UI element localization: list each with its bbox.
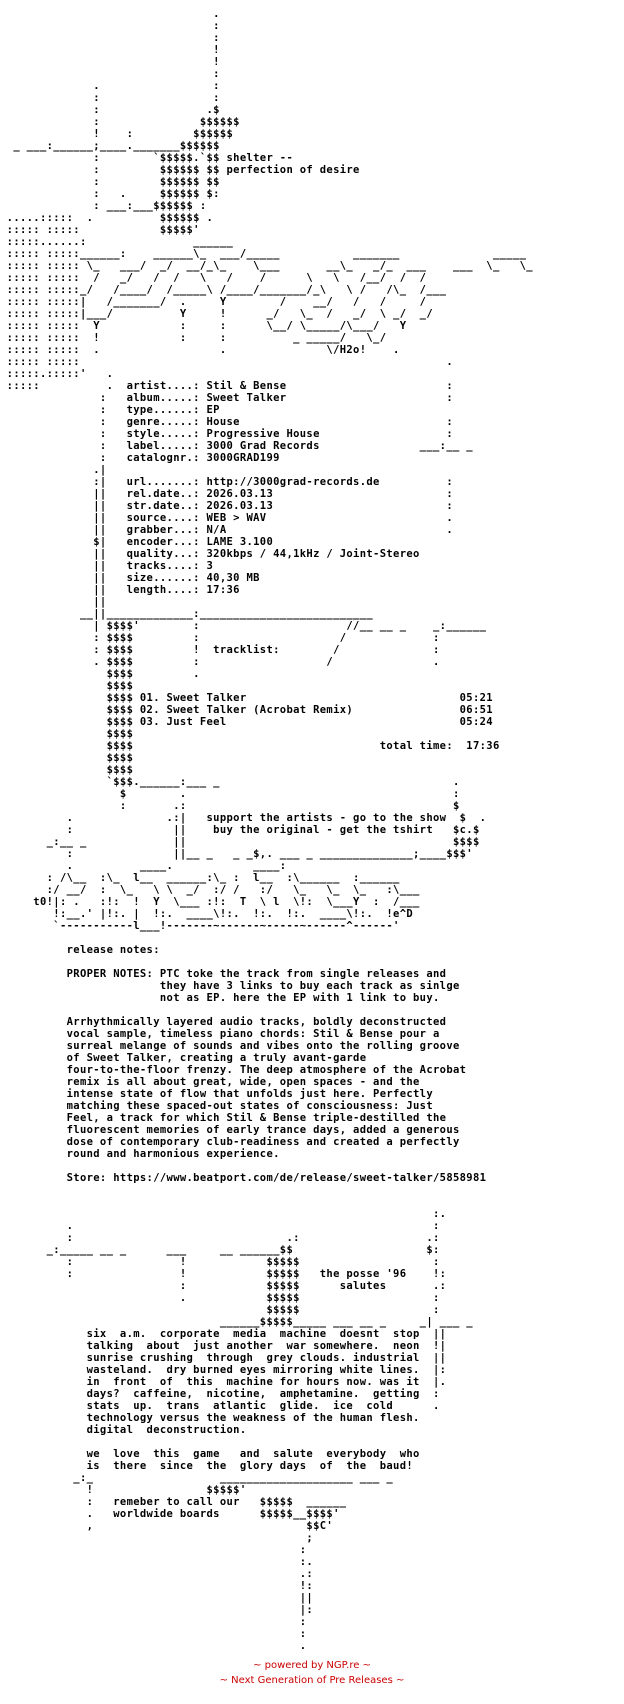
nfo-line: surreal melange of sounds and vibes onto the rolling groove [0,1040,460,1052]
nfo-line: is there since the glory days of the baud! [0,1460,414,1472]
footer [0,1658,624,1688]
nfo-line: wasteland. dry burned eyes mirroring white lines. |: [0,1364,447,1376]
nfo-line: : [0,32,220,44]
nfo-line: || length....: 17:36 [0,584,240,596]
nfo-line: .| [0,464,447,476]
nfo-line: : $$$$ : / : [0,632,440,644]
nfo-line: _ ___:______;____._______$$$$$$ [0,140,220,152]
nfo-line: : .: $ [0,800,460,812]
nfo-line: __||_____________:__________________________ [0,608,374,620]
nfo-line: stats up. trans atlantic glide. ice cold . [0,1400,440,1412]
nfo-line: : : [0,92,220,104]
nfo-line: : genre.....: House : [0,416,453,428]
nfo-line: fluorescent memories of early trance days, added a generous [0,1124,460,1136]
nfo-line: $$$$ . [0,668,200,680]
nfo-line: . $$$$$ : [0,1292,440,1304]
nfo-line: : $$$$$ salutes .: [0,1280,447,1292]
nfo-text [0,8,533,1688]
nfo-line: . [0,1640,307,1652]
nfo-line: : /\__ :\_ l__ ______:\_ : l__ :\______ :______ [0,872,400,884]
nfo-line: : [0,68,220,80]
nfo-line: ::::: ::::: / _/ / / \ / / \ \ /__/ / / [0,272,427,284]
nfo-line: :::::......: ______ [0,236,234,248]
nfo-line: $ . : [0,788,460,800]
nfo-line: . : [0,1220,440,1232]
nfo-line: days? caffeine, nicotine, amphetamine. getting : [0,1388,440,1400]
nfo-line: in front of this machine for hours now. was it |. [0,1376,447,1388]
nfo-line: dose of contemporary club-readiness and created a perfectly [0,1136,460,1148]
nfo-line: intense state of flow that unfolds just here. Perfectly [0,1088,433,1100]
nfo-line: :::::.:::::' . [0,368,114,380]
nfo-line: $$$$ [0,728,134,740]
nfo-line: : ! $$$$$ the posse '96 !: [0,1268,447,1280]
nfo-line: $| encoder...: LAME 3.100 [0,536,274,548]
nfo-line: $$$$ [0,764,134,776]
nfo-line: || tracks....: 3 [0,560,214,572]
nfo-line: $$$$ 03. Just Feel 05:24 [0,716,493,728]
nfo-line: : .$ [0,104,220,116]
nfo-line: : `$$$$$.`$$ shelter -- [0,152,294,164]
nfo-line: six a.m. corporate media machine doesnt stop || [0,1328,447,1340]
nfo-line: $$$$ total time: 17:36 [0,740,500,752]
nfo-line: _:_ ____________________ ___ _ [0,1472,394,1484]
nfo-line: technology versus the weakness of the human flesh. [0,1412,420,1424]
nfo-line: : ! $$$$$ : [0,1256,440,1268]
nfo-line: . [0,8,220,20]
nfo-line: `-----------l___!-------~------~-----~------^------' [0,920,400,932]
nfo-line: not as EP. here the EP with 1 link to buy. [0,992,440,1004]
nfo-line: . worldwide boards $$$$$__$$$$' [0,1508,340,1520]
nfo-line: ! [0,44,220,56]
nfo-line: || source....: WEB > WAV . [0,512,453,524]
nfo-line: sunrise crushing through grey clouds. industrial || [0,1352,447,1364]
nfo-line: t0!|: . :!: ! Y \___ :!: T \ l \!: \___Y : /___ [0,896,420,908]
nfo-line: :. [0,1556,314,1568]
nfo-line: ::::: ::::: \_ ___/ _/ __/_\_ \___ __\_ _/_ ___ ___ \_ \_ [0,260,533,272]
nfo-line: of Sweet Talker, creating a truly avant-garde [0,1052,367,1064]
nfo-line: :. [0,1208,447,1220]
nfo-line: || [0,1592,314,1604]
nfo-line: Arrhythmically layered audio tracks, boldly deconstructed [0,1016,447,1028]
nfo-line: ______$$$$$_____ ___ __ _ _| ___ _ [0,1316,473,1328]
nfo-line: : remeber to call our $$$$$ ______ [0,1496,347,1508]
nfo-line: || grabber...: N/A . [0,524,453,536]
nfo-line: ::::: . artist....: Stil & Bense : [0,380,453,392]
nfo-line: vocal sample, timeless piano chords: Stil & Bense pour a [0,1028,440,1040]
nfo-line: _:_____ __ _ ___ __ ______$$ $: [0,1244,440,1256]
nfo-line: ::::: :::::_/ /____/ /_____\ /____/_______/_\ \ / /\_ /___ [0,284,447,296]
nfo-line: talking about just another war somewhere. neon !| [0,1340,447,1352]
nfo-line: : . $$$$$$ $: [0,188,220,200]
nfo-line: ::::: ::::: . [0,356,453,368]
nfo-line: Store: https://www.beatport.com/de/release/sweet-talker/5858981 [0,1172,487,1184]
nfo-line: || size......: 40,30 MB [0,572,260,584]
footer-tagline: ~ Next Generation of Pre Releases ~ [219,1675,405,1686]
nfo-line: matching these spaced-out states of consciousness: Just [0,1100,433,1112]
nfo-line: || [0,596,107,608]
nfo-line: ::::: ::::: Y : : \__/ \_____/\___/ Y [0,320,407,332]
nfo-line: :| url.......: http://3000grad-records.de : [0,476,453,488]
nfo-line: they have 3 links to buy each track as sinlge [0,980,460,992]
nfo-line: , $$C' [0,1520,334,1532]
nfo-line: : type......: EP [0,404,220,416]
nfo-line: : $$$$ ! tracklist: / : [0,644,440,656]
nfo-line: ; [0,1532,314,1544]
nfo-line: $$$$ [0,752,134,764]
nfo-line: : [0,1628,307,1640]
nfo-line: : style.....: Progressive House : [0,428,453,440]
nfo-line: || rel.date..: 2026.03.13 : [0,488,453,500]
nfo-line: ! [0,56,220,68]
nfo-line: .....::::: . $$$$$$ . [0,212,214,224]
nfo-line: ::::: ::::: ! : : _ _____/ \_/ [0,332,387,344]
nfo-line: : album.....: Sweet Talker : [0,392,453,404]
nfo-line: ! $$$$$' [0,1484,247,1496]
nfo-line: $$$$ 01. Sweet Talker 05:21 [0,692,493,704]
nfo-line: $$$$ [0,680,134,692]
nfo-line: we love this game and salute everybody who [0,1448,420,1460]
nfo-line: : $$$$$$ [0,116,240,128]
nfo-line: : [0,20,220,32]
nfo-line: ::::: :::::______: ______\_ ___/_____ _______ _____ [0,248,527,260]
footer-powered-by: ~ powered by NGP.re ~ [253,1660,371,1671]
nfo-line: PROPER NOTES: PTC toke the track from single releases and [0,968,447,980]
nfo-line: : $$$$$$ $$ [0,176,220,188]
nfo-line: .: [0,1568,314,1580]
nfo-line: ::::: ::::: $$$$$' [0,224,200,236]
nfo-line: : || buy the original - get the tshirt $c.$ [0,824,480,836]
nfo-line: ::::: :::::|___/ Y ! _/ \_ / _/ \ _/ _/ [0,308,433,320]
nfo-line: . ____. ____: [0,860,287,872]
nfo-line: `$$$.______:___ _ . [0,776,460,788]
nfo-line: remix is all about great, wide, open spaces - and the [0,1076,420,1088]
nfo-line: ::::: :::::| /_______/ . Y / __/ / / / [0,296,427,308]
nfo-line: |: [0,1604,314,1616]
nfo-line: || quality...: 320kbps / 44,1kHz / Joint-Stereo [0,548,420,560]
nfo-line: | $$$$' : //__ __ _ _:______ [0,620,487,632]
nfo-line: four-to-the-floor frenzy. The deep atmosphere of the Acrobat [0,1064,467,1076]
nfo-line: _:__ _ || $$$$ [0,836,480,848]
nfo-line: Feel, a track for which Stil & Bense triple-destilled the [0,1112,447,1124]
nfo-line: : ___:___$$$$$$ : [0,200,207,212]
nfo-line: ::::: ::::: . . \/H2o! . [0,344,400,356]
nfo-line: round and harmonious experience. [0,1148,280,1160]
nfo-line: : $$$$$$ $$ perfection of desire [0,164,360,176]
nfo-line: !:__.' |!:. | !:. ____\!:. !:. !:. ____\!:. !e^D [0,908,414,920]
nfo-line: : label.....: 3000 Grad Records ___:__ _ [0,440,473,452]
nfo-line: :/ __/ : \_ \ \ _/ :/ / :/ \_ \_ \_ :\___ [0,884,420,896]
nfo-line: . : [0,80,220,92]
nfo-line: $$$$ 02. Sweet Talker (Acrobat Remix) 06:51 [0,704,493,716]
nfo-line: : .: .: [0,1232,440,1244]
nfo-line: $$$$$ : [0,1304,440,1316]
nfo-line: : [0,1544,307,1556]
nfo-line: || str.date..: 2026.03.13 : [0,500,453,512]
nfo-line: . .:| support the artists - go to the show $ . [0,812,487,824]
nfo-line: ! : $$$$$$ [0,128,234,140]
nfo-line: !: [0,1580,314,1592]
nfo-line: : [0,1616,307,1628]
nfo-line: digital deconstruction. [0,1424,247,1436]
nfo-line: : ||__ _ _ _$,. ___ _ ______________;____$$$' [0,848,473,860]
nfo-line: . $$$$ : / . [0,656,440,668]
nfo-line: release notes: [0,944,160,956]
nfo-line: : catalognr.: 3000GRAD199 [0,452,280,464]
